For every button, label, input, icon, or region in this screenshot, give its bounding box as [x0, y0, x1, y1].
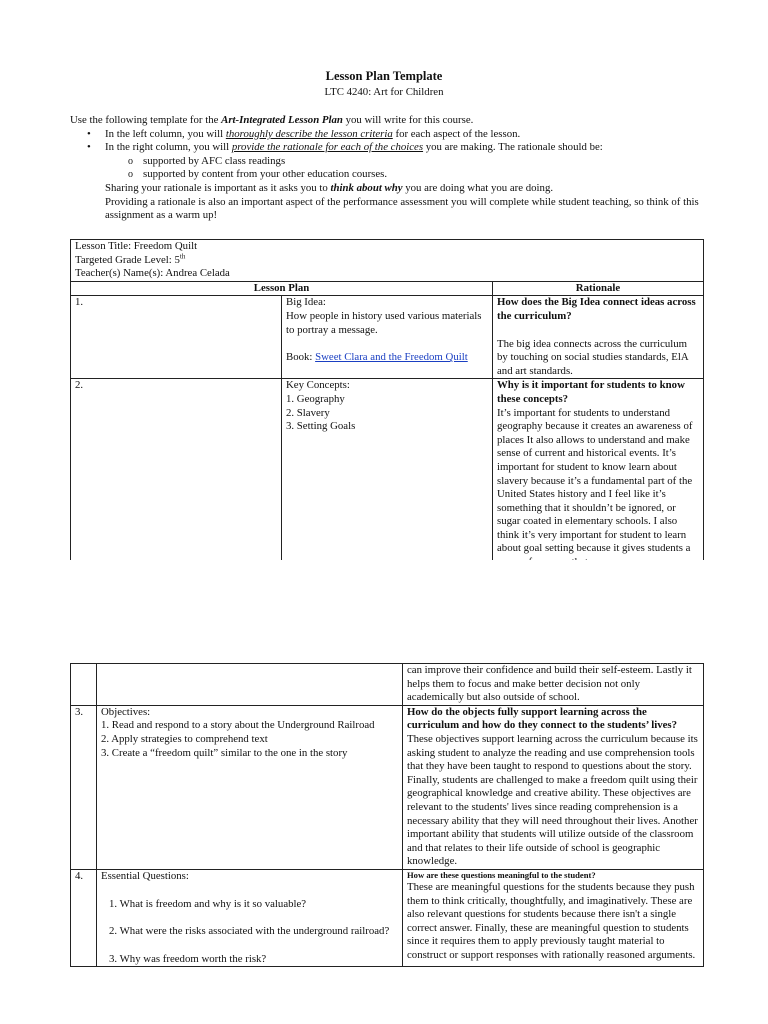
rationale-criteria-list: [70, 155, 710, 182]
document-title: Lesson Plan Template: [325, 69, 443, 83]
table-row: [71, 705, 704, 869]
warmup-paragraph: Providing a rationale is also an important aspect of the performance assessment you will complete while student teaching, so think of this assignment as a warm up!: [105, 195, 699, 222]
key-concepts-label: Key Concepts:: [286, 379, 350, 392]
info-row: [71, 240, 704, 282]
book-reference: Book: Sweet Clara and the Freedom Quilt: [286, 351, 468, 364]
concept-item: 1. Geography: [286, 392, 345, 405]
row-number: 4.: [71, 869, 97, 966]
key-concepts-answer: It’s important for students to understand geography because it creates an awareness of places It also allows to understand and make sense of current and historical events. It’s important for student to know learn about slavery because it’s a fundamental part of the United States history and I feel like it’s something that it shouldn’t be ignored, or sugar coated in elementary schools. I also think it’s very important for student to learn about goal setting because it gives students a: [497, 406, 693, 555]
rationale-header: Rationale: [493, 281, 704, 296]
table-row: [71, 869, 704, 966]
big-idea-text: How people in history used various materials to portray a message.: [286, 309, 482, 336]
table-row: [71, 664, 704, 706]
column-header-row: [71, 281, 704, 296]
objective-item: 3. Create a “freedom quilt” similar to the one in the story: [101, 746, 348, 759]
page-2: [0, 560, 768, 1024]
essential-question-item: 2. What were the risks associated with the underground railroad?: [109, 925, 390, 938]
row-number: 1.: [71, 296, 282, 379]
book-link[interactable]: Sweet Clara and the Freedom Quilt: [315, 351, 468, 364]
key-concepts-answer-continued: can improve their confidence and build their self-esteem. Lastly it helps them to focus and make better decision not only academically but also outside of school.: [403, 664, 704, 706]
table-row: [71, 379, 704, 570]
row-number: 3.: [71, 705, 97, 869]
essential-question-item: 1. What is freedom and why is it so valuable?: [109, 897, 307, 910]
table-row: [71, 296, 704, 379]
big-idea-question: How does the Big Idea connect ideas across the curriculum?: [497, 296, 696, 322]
intro-line: Use the following template for the Art-Integrated Lesson Plan you will write for this course.: [70, 114, 474, 126]
concept-item: 3. Setting Goals: [286, 420, 356, 433]
essential-question-item: 3. Why was freedom worth the risk?: [109, 952, 267, 965]
lesson-plan-table-continued: [70, 663, 704, 967]
objective-item: 2. Apply strategies to comprehend text: [101, 732, 268, 745]
essential-questions-question: How are these questions meaningful to the student?: [407, 869, 596, 880]
essential-questions-label: Essential Questions:: [101, 869, 189, 882]
big-idea-label: Big Idea:: [286, 296, 326, 309]
objectives-question: How do the objects fully support learning across the curriculum and how do they connect to the students’ lives?: [407, 705, 678, 732]
grade-level: Targeted Grade Level: 5th: [75, 252, 186, 266]
instruction-left-column: • In the left column, you will thoroughly describe the lesson criteria for each aspect of the lesson.: [70, 128, 710, 142]
objectives-label: Objectives:: [101, 705, 151, 718]
criteria-item: o supported by content from your other education courses.: [70, 168, 710, 182]
essential-questions-answer: These are meaningful questions for the students because they push them to think critically, thoughtfully, and imaginatively. These are also relevant questions for students because there isn't a single correct answer. Finally, these are meaningful question to students since it requires them to apply previously taught material to construct or support responses with rationally reasoned arguments.: [407, 880, 696, 961]
lesson-plan-header: Lesson Plan: [71, 281, 493, 296]
rationale-paragraph: Sharing your rationale is important as it asks you to think about why you are doing what you are doing.: [105, 181, 554, 194]
big-idea-answer: The big idea connects across the curriculum by touching on social studies standards, ElA and art standards.: [497, 337, 689, 377]
course-subtitle: LTC 4240: Art for Children: [324, 86, 444, 98]
objectives-answer: These objectives support learning across the curriculum because its asking student to analyze the reading and use comprehension tools that they have been taught to respond to questions about the story. Finally, students are challenged to make a freedom quilt using their geographical knowledge and creative ability. These objectives are relevant to the students' lives since reading comprehension is a necessary ability that they will need throughout their lives. Another important ability that students will utilize outside of the classroom and that relates to their life outside of school is geographic knowledge.: [407, 732, 698, 868]
criteria-item: o supported by AFC class readings: [70, 155, 710, 169]
instruction-right-column: • In the right column, you will provide the rationale for each of the choices you are making. The rationale should be:: [70, 141, 710, 155]
lesson-title: Lesson Title: Freedom Quilt: [75, 240, 198, 252]
instruction-list: [70, 128, 710, 155]
key-concepts-question: Why is it important for students to know these concepts?: [497, 379, 685, 405]
row-number: 2.: [71, 379, 282, 570]
lesson-plan-table: [70, 239, 704, 571]
teacher-name: Teacher(s) Name(s): Andrea Celada: [75, 267, 230, 280]
concept-item: 2. Slavery: [286, 406, 330, 419]
instructions: [70, 114, 710, 223]
objective-item: 1. Read and respond to a story about the Underground Railroad: [101, 719, 375, 732]
